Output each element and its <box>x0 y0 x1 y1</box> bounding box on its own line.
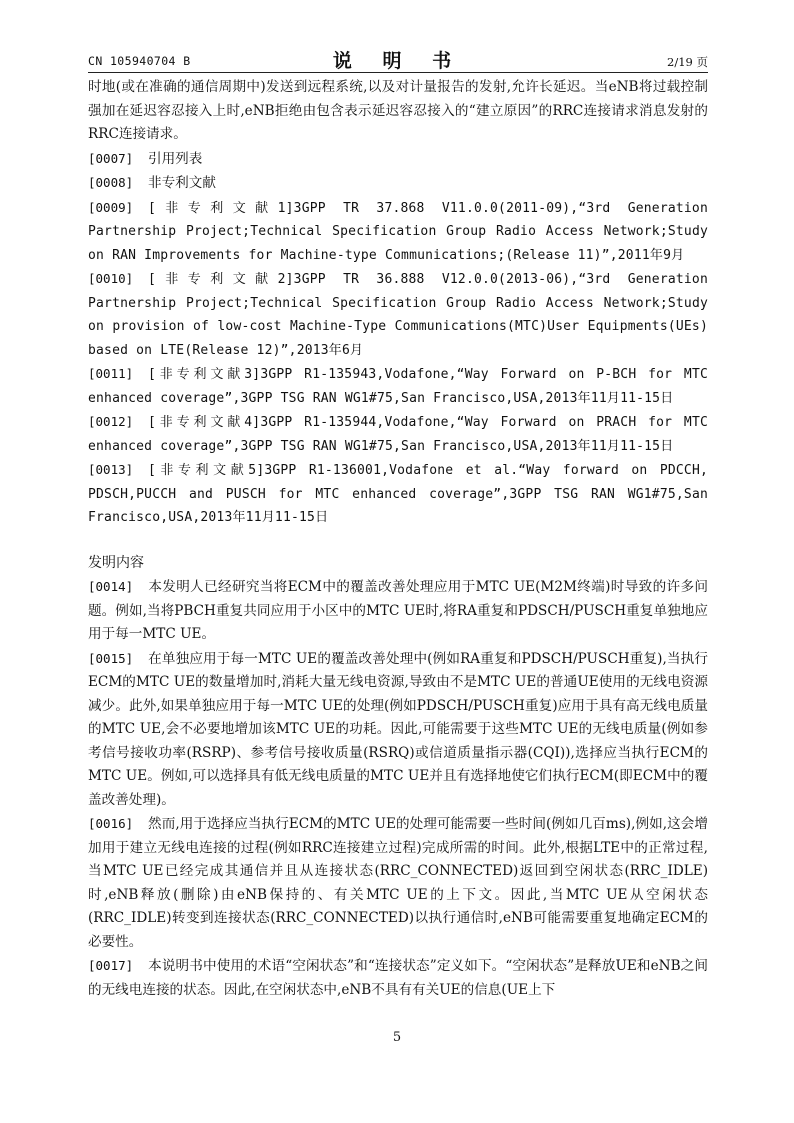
page-of-total: 2/19 页 <box>667 55 708 69</box>
paragraph-text: [非专利文献2]3GPP TR 36.888 V12.0.0(2013-06),“3rd Generation Partnership Project;Technical Specification Group Radio Access Network;Study on provision of low-cost Machine-Type Communications(MTC)User Equipments(UEs) based on LTE(Release 12)”,2013年6月 <box>88 272 708 358</box>
paragraph-number: [0014] <box>88 579 134 594</box>
paragraph-text: 本发明人已经研究当将ECM中的覆盖改善处理应用于MTC UE(M2M终端)时导致的许多问题。例如,当将PBCH重复共同应用于小区中的MTC UE时,将RA重复和PDSCH/PUSCH重复单独地应用于每一MTC UE。 <box>88 579 708 642</box>
paragraph-0009 <box>88 196 708 268</box>
paragraph-0012 <box>88 410 708 458</box>
document-title: 说 明 书 <box>332 50 464 72</box>
paragraph-number: [0011] <box>88 366 134 381</box>
patent-number: CN 105940704 B <box>88 54 191 68</box>
paragraph-number: [0015] <box>88 650 134 666</box>
paragraph-number: [0013] <box>88 462 134 477</box>
paragraph-0007 <box>88 147 708 172</box>
page-header <box>88 44 708 70</box>
paragraph-0014 <box>88 575 708 647</box>
paragraph-number: [0017] <box>88 958 134 973</box>
paragraph-intro: 时地(或在准确的通信周期中)发送到远程系统,以及对计量报告的发射,允许长延迟。当eNB将过载控制强加在延迟容忍接入上时,eNB拒绝由包含表示延迟容忍接入的“建立原因”的RRC连接请求消息发射的RRC连接请求。 <box>88 79 708 142</box>
paragraph-text: 然而,用于选择应当执行ECM的MTC UE的处理可能需要一些时间(例如几百ms),例如,这会增加用于建立无线电连接的过程(例如RRC连接建立过程)完成所需的时间。此外,根据LTE中的正常过程,当MTC UE已经完成其通信并且从连接状态(RRC_CONNECTED)返回到空闲状态(RRC_IDLE)时,eNB释放(删除)由eNB保持的、有关MTC UE的上下文。因此,当MTC UE从空闲状态(RRC_IDLE)转变到连接状态(RRC_CONNECTED)以执行通信时,eNB可能需要重复地确定ECM的必要性。 <box>88 816 708 950</box>
paragraph-0015 <box>88 647 708 813</box>
paragraph-0008 <box>88 171 708 196</box>
paragraph-0017 <box>88 954 708 1002</box>
paragraph-text: 引用列表 <box>148 150 203 167</box>
document-body <box>88 76 708 1002</box>
paragraph-number: [0010] <box>88 271 134 286</box>
paragraph-text: 本说明书中使用的术语“空闲状态”和“连接状态”定义如下。“空闲状态”是释放UE和eNB之间的无线电连接的状态。因此,在空闲状态中,eNB不具有有关UE的信息(UE上下 <box>88 958 708 998</box>
paragraph-number: [0016] <box>88 816 134 831</box>
paragraph-number: [0009] <box>88 199 134 215</box>
paragraph-0010 <box>88 267 708 362</box>
paragraph-text: [非专利文献5]3GPP R1-136001,Vodafone et al.“Way forward on PDCCH, PDSCH,PUCCH and PUSCH for MTC enhanced coverage”,3GPP TSG RAN WG1#75,San Francisco,USA,2013年11月11-15日 <box>88 463 708 525</box>
page-number: 5 <box>392 1030 402 1045</box>
section-title: 发明内容 <box>88 554 144 571</box>
paragraph-text: [非专利文献1]3GPP TR 37.868 V11.0.0(2011-09),“3rd Generation Partnership Project;Technical Specification Group Radio Access Network;Study on RAN Improvements for Machine-type Communications;(Release 11)”,2011年9月 <box>88 200 708 263</box>
paragraph-text: [非专利文献4]3GPP R1-135944,Vodafone,“Way Forward on PRACH for MTC enhanced coverage”,3GPP TSG RAN WG1#75,San Francisco,USA,2013年11月11-15日 <box>88 415 708 454</box>
paragraph-number: [0007] <box>88 150 134 166</box>
paragraph-text: 非专利文献 <box>148 175 216 191</box>
paragraph-0011 <box>88 362 708 410</box>
paragraph-number: [0008] <box>88 175 134 190</box>
header-divider <box>88 72 708 73</box>
paragraph-text: 在单独应用于每一MTC UE的覆盖改善处理中(例如RA重复和PDSCH/PUSCH重复),当执行ECM的MTC UE的数量增加时,消耗大量无线电资源,导致由不是MTC UE的普通UE使用的无线电资源减少。此外,如果单独应用于每一MTC UE的处理(例如PDSCH/PUSCH重复)应用于具有高无线电质量的MTC UE,会不必要地增加该MTC UE的功耗。因此,可能需要于这些MTC UE的无线电质量(例如参考信号接收功率(RSRP)、参考信号接收质量(RSRQ)或信道质量指示器(CQI)),选择应当执行ECM的MTC UE。例如,可以选择具有低无线电质量的MTC UE并且有选择地使它们执行ECM(即ECM中的覆盖改善处理)。 <box>88 650 708 808</box>
paragraph-number: [0012] <box>88 414 134 429</box>
paragraph-0016 <box>88 812 708 954</box>
paragraph-text: [非专利文献3]3GPP R1-135943,Vodafone,“Way Forward on P-BCH for MTC enhanced coverage”,3GPP TSG RAN WG1#75,San Francisco,USA,2013年11月11-15日 <box>88 367 708 406</box>
paragraph-0013 <box>88 458 708 530</box>
